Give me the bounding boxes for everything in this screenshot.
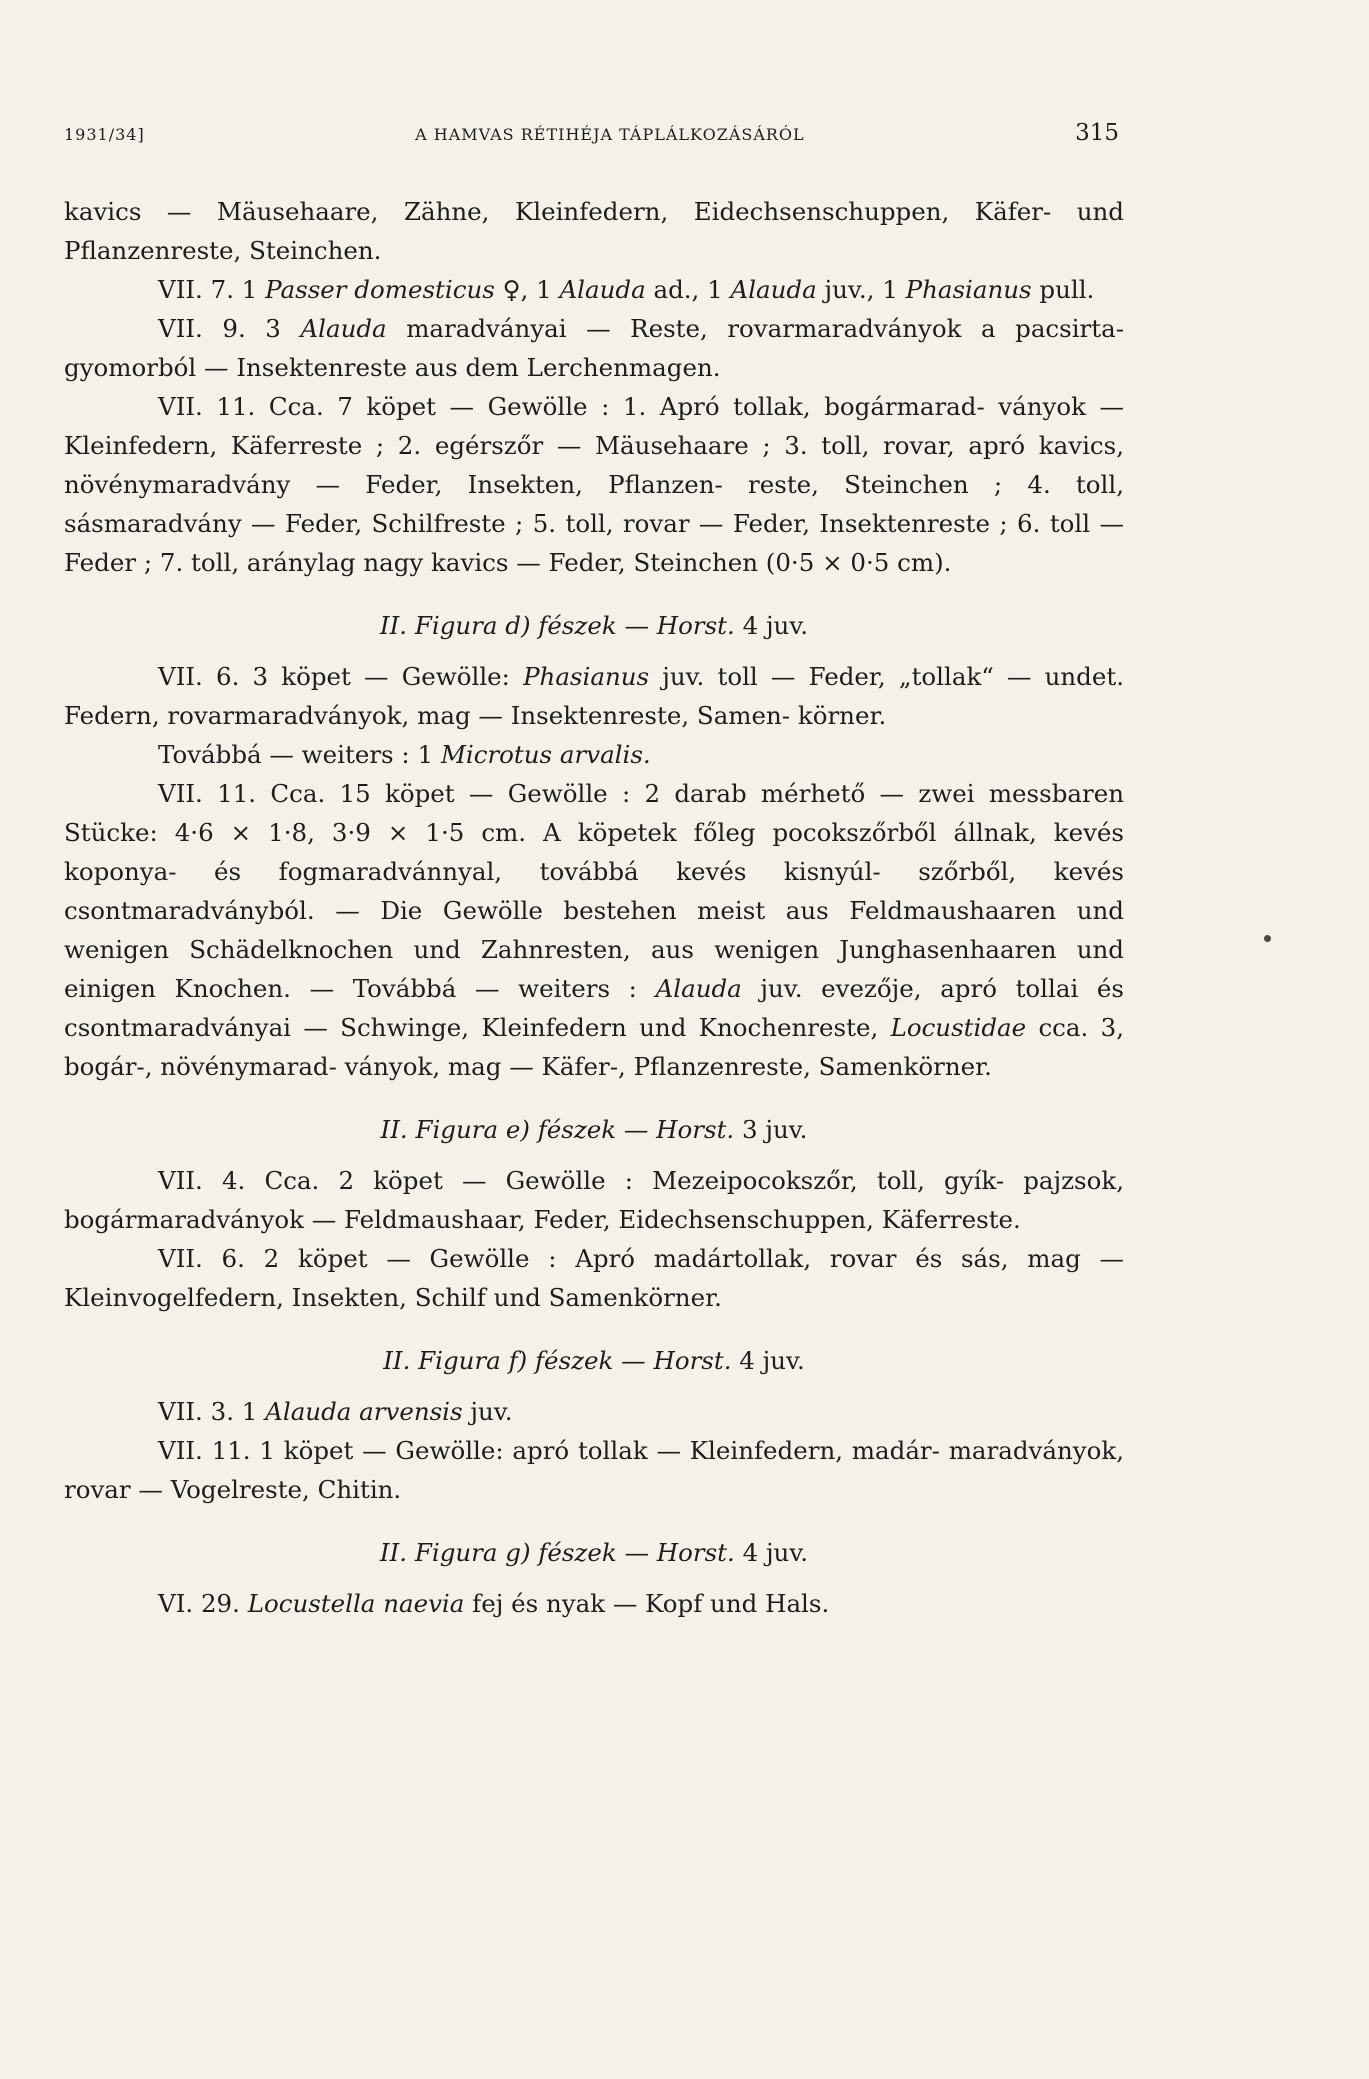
text-run: pull.: [1031, 275, 1095, 304]
heading-count: 3 juv.: [734, 1115, 808, 1144]
taxon-name: Passer domesticus: [265, 275, 495, 304]
paragraph: [64, 1431, 1124, 1509]
paragraph: [64, 270, 1124, 309]
paragraph: [64, 309, 1124, 387]
text-run: VII. 9. 3: [158, 314, 301, 343]
paragraph: [64, 774, 1124, 1086]
taxon-name: Alauda: [655, 974, 742, 1003]
text-run: II. Figura g) fészek — Horst.: [379, 1538, 735, 1567]
paragraph: [64, 387, 1124, 582]
section-heading: [64, 1341, 1124, 1380]
text-run: fej és nyak — Kopf und Hals.: [464, 1589, 830, 1618]
taxon-name: Locustidae: [890, 1013, 1027, 1042]
text-run: VI. 29.: [158, 1589, 248, 1618]
scan-speck: [1264, 935, 1271, 942]
text-run: VII. 3. 1: [158, 1397, 266, 1426]
paragraph: [64, 657, 1124, 735]
taxon-name: Microtus arvalis.: [440, 740, 651, 769]
text-run: II. Figura e) fészek — Horst.: [380, 1115, 735, 1144]
taxon-name: Locustella naevia: [247, 1589, 465, 1618]
article-body: [64, 192, 1124, 1623]
taxon-name: Alauda: [559, 275, 646, 304]
text-run: II. Figura f) fészek — Horst.: [383, 1346, 732, 1375]
text-run: ♀, 1: [494, 275, 560, 304]
taxon-name: Alauda: [300, 314, 387, 343]
heading-count: 4 juv.: [734, 1538, 809, 1567]
taxon-name: Phasianus: [905, 275, 1032, 304]
text-run: VII. 11. Cca. 7 köpet — Gewölle : 1. Apró tollak, bogármarad- ványok — Kleinfedern, Käferreste ; 2. egérszőr — Mäusehaare ; 3. toll, rovar, apró kavics, növénymaradvány — Feder, Insekten, Pflanzen- reste, Steinchen ; 4. toll, sásmaradvány — Feder, Schilfreste ; 5. toll, rovar — Feder, Insektenreste ; 6. toll — Feder ; 7. toll, aránylag nagy kavics — Feder, Steinchen (0·5 × 0·5 cm).: [64, 392, 1124, 577]
paragraph: [64, 192, 1124, 270]
section-heading: [64, 1533, 1124, 1572]
paragraph: [64, 1239, 1124, 1317]
paragraph: [64, 1161, 1124, 1239]
text-run: VII. 4. Cca. 2 köpet — Gewölle : Mezeipocokszőr, toll, gyík- pajzsok, bogármaradványok — Feldmaushaar, Feder, Eidechsenschuppen, Käferreste.: [64, 1166, 1124, 1234]
text-run: VII. 11. 1 köpet — Gewölle: apró tollak — Kleinfedern, madár- maradványok, rovar — Vogelreste, Chitin.: [64, 1436, 1124, 1504]
header-title: A HAMVAS RÉTIHÉJA TÁPLÁLKOZÁSÁRÓL: [415, 125, 805, 144]
section-heading: [64, 606, 1124, 645]
text-run: Továbbá — weiters : 1: [158, 740, 441, 769]
taxon-name: Phasianus: [523, 662, 650, 691]
text-run: juv. evezője, apró tollai és csontmaradványai — Schwinge, Kleinfedern und Knochenreste,: [64, 974, 1124, 1042]
text-run: VII. 6. 3 köpet — Gewölle:: [158, 662, 524, 691]
text-run: VII. 7. 1: [158, 275, 266, 304]
paragraph: [64, 735, 1124, 774]
text-run: ad., 1: [645, 275, 731, 304]
text-run: juv., 1: [816, 275, 906, 304]
text-run: kavics — Mäusehaare, Zähne, Kleinfedern, Eidechsenschuppen, Käfer- und Pflanzenreste, Steinchen.: [64, 197, 1124, 265]
paragraph: [64, 1392, 1124, 1431]
section-heading: [64, 1110, 1124, 1149]
text-run: VII. 6. 2 köpet — Gewölle : Apró madártollak, rovar és sás, mag — Kleinvogelfedern, Insekten, Schilf und Samenkörner.: [64, 1244, 1124, 1312]
heading-count: 4 juv.: [734, 611, 809, 640]
taxon-name: Alauda: [730, 275, 817, 304]
text-run: juv.: [462, 1397, 513, 1426]
paragraph: [64, 1584, 1124, 1623]
text-run: VII. 11. Cca. 15 köpet — Gewölle : 2 darab mérhető — zwei messbaren Stücke: 4·6 × 1·8, 3·9 × 1·5 cm. A köpetek főleg pocokszőrből állnak, kevés koponya- és fogmaradvánnyal, továbbá kevés kisnyúl- szőrből, kevés csontmaradványból. — Die Gewölle bestehen meist aus Feldmaushaaren und wenigen Schädelknochen und Zahnresten, aus wenigen Junghasenhaaren und einigen Knochen. — Továbbá — weiters :: [64, 779, 1124, 1003]
taxon-name: Alauda arvensis: [265, 1397, 463, 1426]
text-run: cca. 3, bogár-, növénymarad- ványok, mag — Käfer-, Pflanzenreste, Samenkörner.: [64, 1013, 1124, 1081]
text-run: II. Figura d) fészek — Horst.: [379, 611, 735, 640]
text-run: juv. toll — Feder, „tollak“ — undet. Federn, rovarmaradványok, mag — Insektenreste, Samen- körner.: [64, 662, 1124, 730]
running-head: [64, 120, 1119, 146]
header-volume: 1931/34]: [64, 125, 145, 144]
text-run: maradványai — Reste, rovarmaradványok a pacsirta-gyomorból — Insektenreste aus dem Lerchenmagen.: [64, 314, 1125, 382]
page-number: 315: [1075, 120, 1119, 146]
heading-count: 4 juv.: [731, 1346, 805, 1375]
